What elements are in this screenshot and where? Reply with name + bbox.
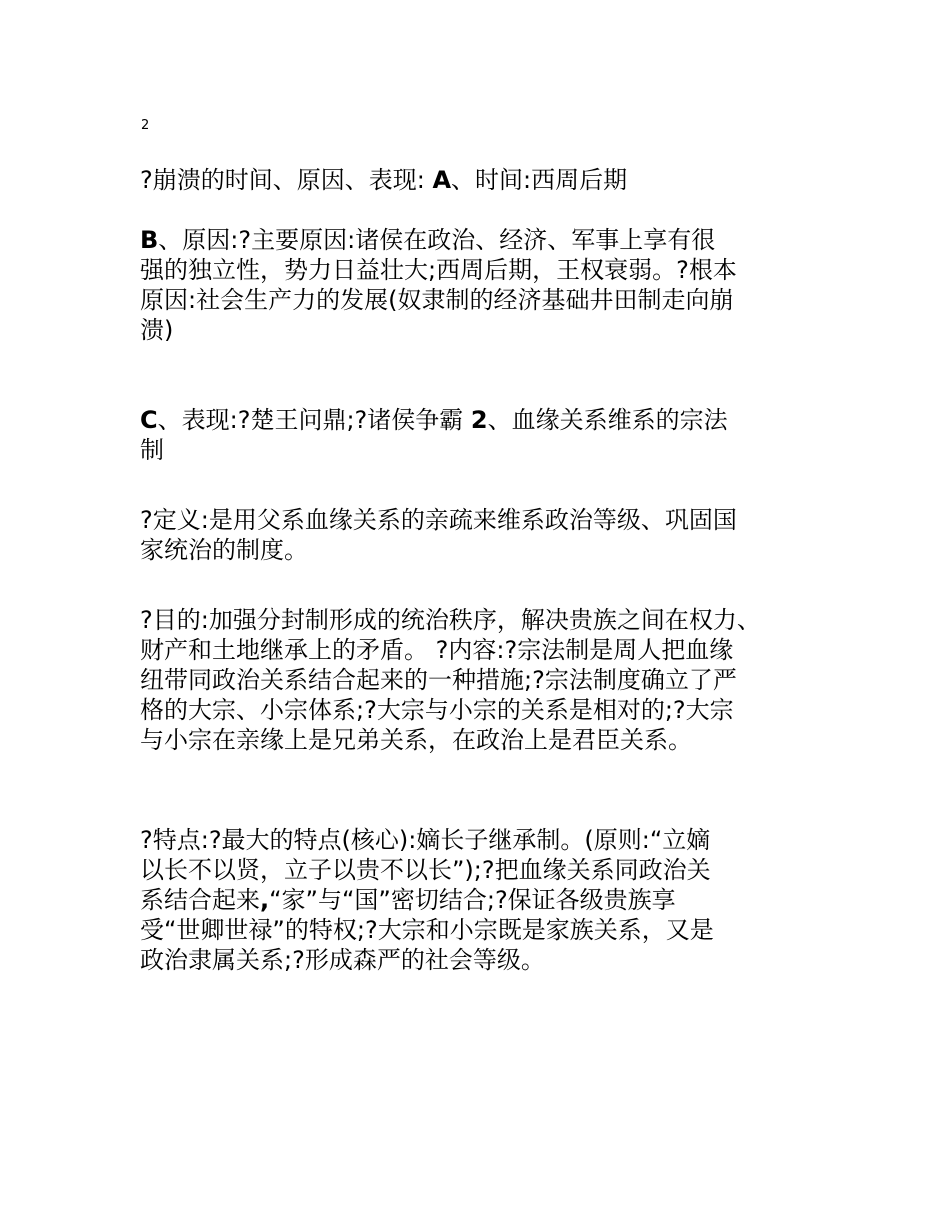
text-line: 与小宗在亲缘上是兄弟关系，在政治上是君臣关系。 [140, 726, 692, 754]
paragraph-causes [140, 225, 830, 345]
text-line: ?崩溃的时间、原因、表现: A、时间:西周后期 [140, 166, 628, 194]
text-line: 财产和土地继承上的矛盾。 ?内容:?宗法制是周人把血缘 [140, 636, 734, 664]
text-line: 系结合起来,“家”与“国”密切结合;?保证各级贵族享 [140, 886, 676, 914]
paragraph-manifestation [140, 405, 830, 465]
text-line: 受“世卿世禄”的特权;?大宗和小宗既是家族关系，又是 [140, 916, 714, 944]
text-line: 强的独立性，势力日益壮大;西周后期，王权衰弱。?根本 [140, 256, 737, 284]
paragraph-purpose-content [140, 605, 830, 755]
text-line: 原因:社会生产力的发展(奴隶制的经济基础井田制走向崩 [140, 286, 734, 314]
text-line: ?定义:是用父系血缘关系的亲疏来维系政治等级、巩固国 [140, 506, 737, 534]
text-line: ?目的:加强分封制形成的统治秩序，解决贵族之间在权力、 [140, 606, 761, 634]
paragraph-collapse [140, 165, 830, 195]
text-line: 纽带同政治关系结合起来的一种措施;?宗法制度确立了严 [140, 666, 737, 694]
text-line: ?特点:?最大的特点(核心):嫡长子继承制。(原则:“立嫡 [140, 826, 711, 854]
paragraph-characteristics [140, 825, 830, 975]
text-line: B、原因:?主要原因:诸侯在政治、经济、军事上享有很 [140, 226, 716, 254]
text-line: 以长不以贤，立子以贵不以长”);?把血缘关系同政治关 [140, 856, 711, 884]
text-line: 制 [140, 436, 164, 464]
text-line: 格的大宗、小宗体系;?大宗与小宗的关系是相对的;?大宗 [140, 696, 734, 724]
paragraph-definition [140, 505, 830, 565]
text-line: 家统治的制度。 [140, 536, 308, 564]
page-number: 2 [141, 118, 150, 133]
text-line: 溃) [140, 316, 174, 344]
text-line: 政治隶属关系;?形成森严的社会等级。 [140, 946, 545, 974]
text-line: C、表现:?楚王问鼎;?诸侯争霸 2、血缘关系维系的宗法 [140, 406, 728, 434]
